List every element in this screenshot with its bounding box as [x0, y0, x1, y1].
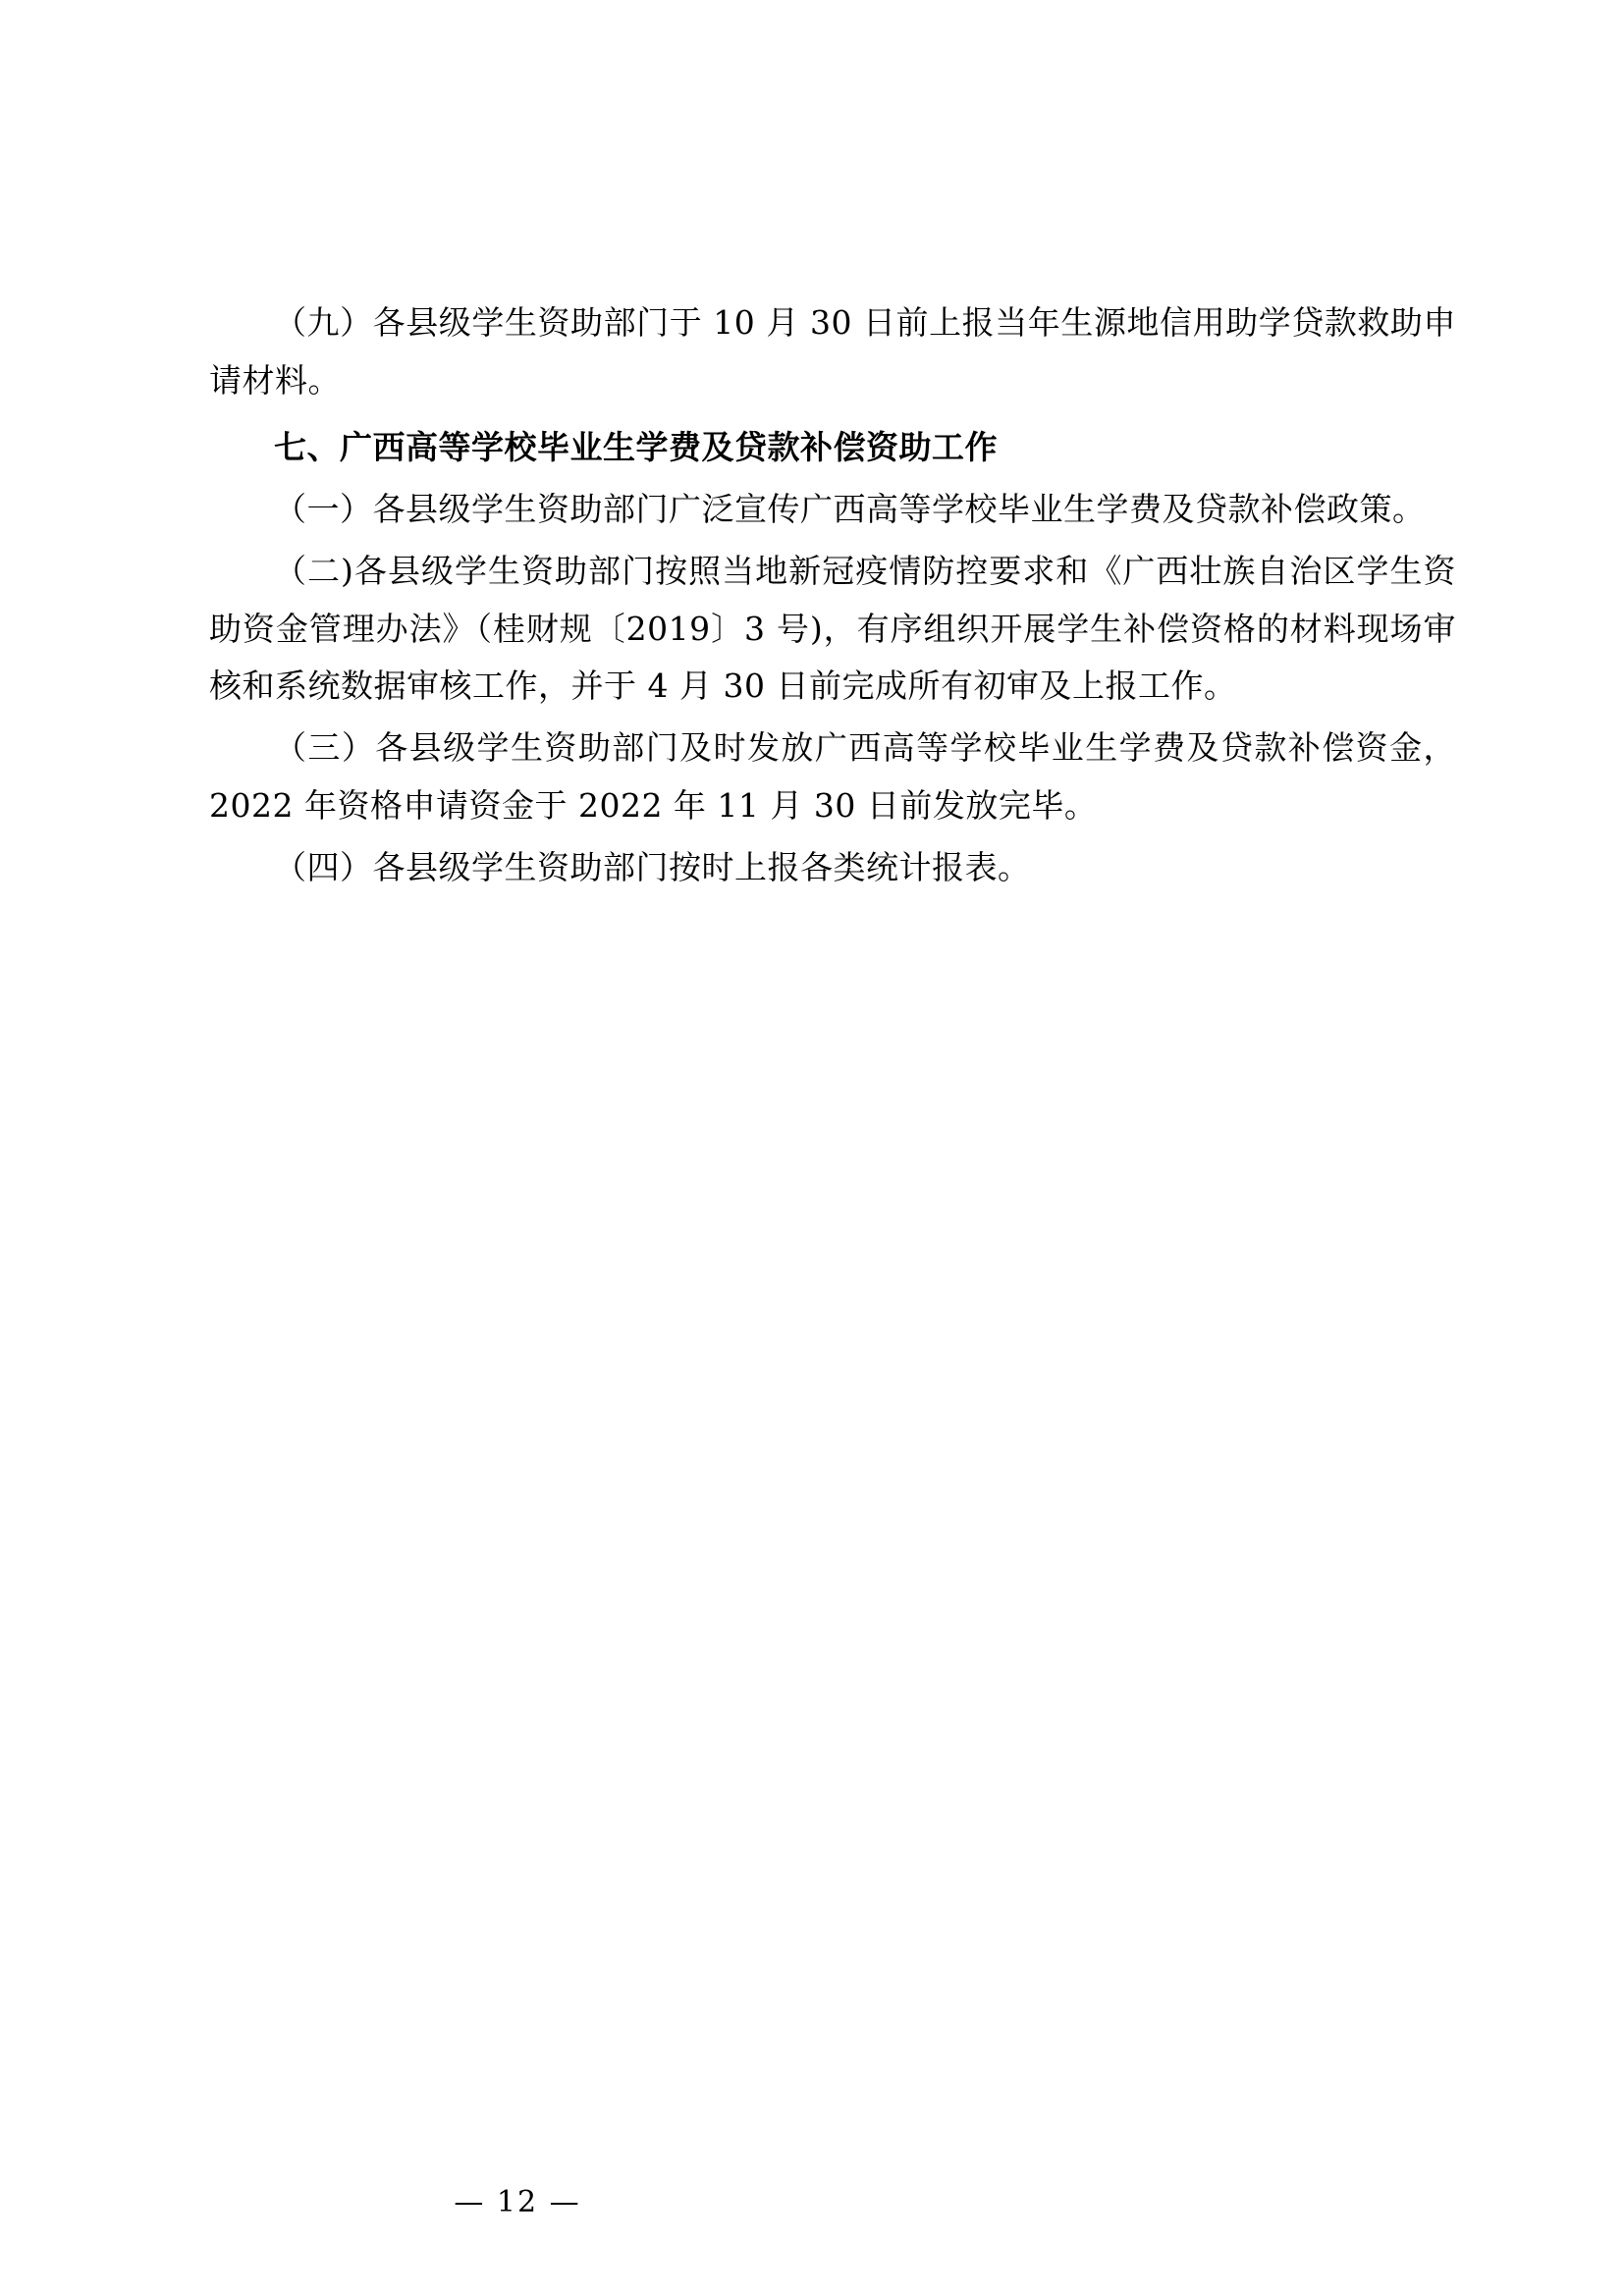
page-footer: [0, 2185, 1624, 2219]
paragraph-item-4: （四）各县级学生资助部门按时上报各类统计报表。: [274, 847, 1031, 886]
paragraph-item-3: （三）各县级学生资助部门及时发放广西高等学校毕业生学费及贷款补偿资金， 2022 年资格申请资金于 2022 年 11 月 30 日前发放完毕。: [209, 728, 1456, 825]
paragraph-item-2: （二)各县级学生资助部门按照当地新冠疫情防控要求和《广西壮族自治区学生资助资金管理办法》（桂财规〔2019〕3 号)，有序组织开展学生补偿资格的材料现场审核和系统数据审核工作，并于 4 月 30 日前完成所有初审及上报工作。: [209, 551, 1456, 706]
page-number: — 12 —: [454, 2185, 581, 2219]
paragraph-item-1: （一）各县级学生资助部门广泛宣传广西高等学校毕业生学费及贷款补偿政策。: [274, 490, 1426, 529]
document-body: [209, 294, 1456, 900]
paragraph-item-9: （九）各县级学生资助部门于 10 月 30 日前上报当年生源地信用助学贷款救助申请材料。: [209, 303, 1456, 400]
section-heading-7: 七、广西高等学校毕业生学费及贷款补偿资助工作: [274, 428, 998, 467]
